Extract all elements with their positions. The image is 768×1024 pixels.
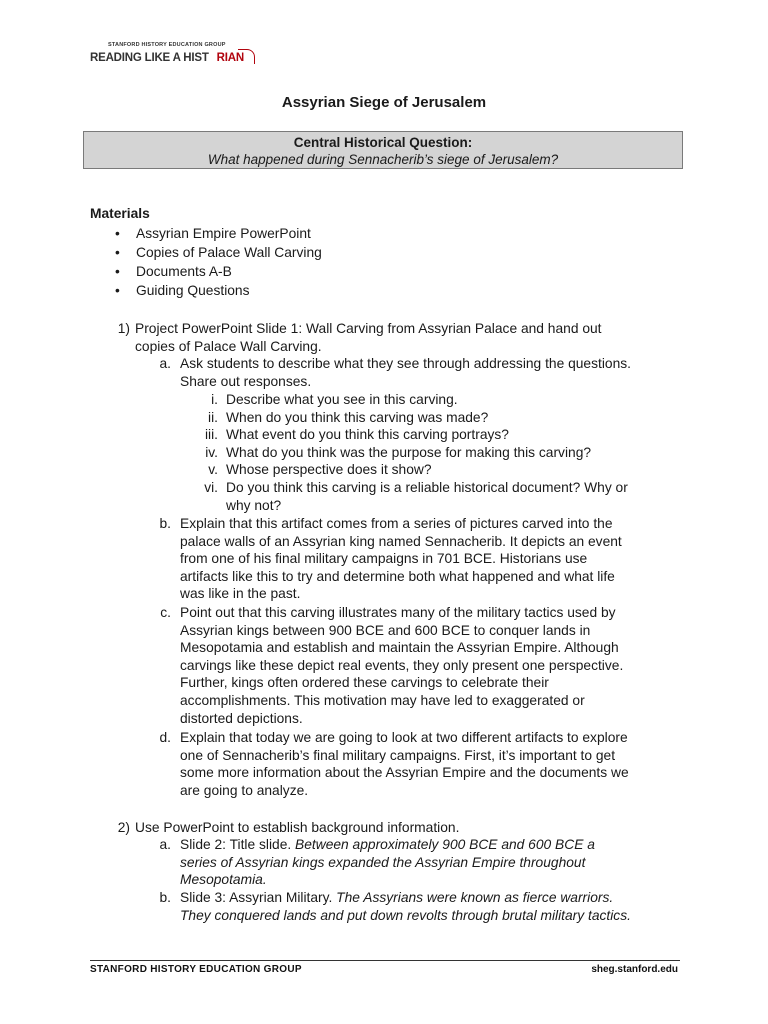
materials-list	[90, 225, 322, 301]
central-question-text: What happened during Sennacherib’s siege of Jerusalem?	[207, 152, 559, 167]
roman-item: What do you think was the purpose for making this carving?	[226, 444, 592, 460]
step-number: 2)	[117, 820, 130, 835]
roman-numeral: i.	[211, 392, 218, 407]
substep-text: Explain that this artifact comes from a series of pictures carved into the palace walls of an Assyrian king named Sennacherib. It depicts an event from one of his final military campaigns in 701 BCE. Historians use artifacts like this to try and determine both what happened and what life was like in the past.	[180, 516, 622, 602]
step-text: Use PowerPoint to establish background information.	[135, 820, 460, 835]
logo-wordmark	[90, 52, 244, 64]
roman-numeral: ii.	[208, 409, 218, 425]
roman-item: Describe what you see in this carving.	[226, 392, 458, 407]
list-item: • Assyrian Empire PowerPoint	[115, 226, 311, 241]
substep-letter: d.	[159, 730, 171, 745]
logo-arc-mark	[238, 49, 255, 64]
roman-numeral: vi.	[204, 480, 218, 495]
roman-numeral: iv.	[205, 444, 218, 460]
roman-numeral: v.	[208, 462, 218, 478]
substep-text: Point out that this carving illustrates many of the military tactics used by Assyrian kings between 900 BCE and 600 BCE to conquer lands in Mesopotamia and establish and maintain the Assyrian Empire. Although carvings like these depict real events, they only present one perspective. Further, kings often ordered these carvings to celebrate their accomplishments. This motivation may have led to exaggerated or distorted depictions.	[180, 605, 624, 726]
logo-wordmark-part2: RIAN	[216, 52, 244, 64]
list-item: • Copies of Palace Wall Carving	[115, 245, 322, 260]
roman-item: Do you think this carving is a reliable historical document? Why or why not?	[226, 480, 628, 513]
step-number: 1)	[117, 321, 130, 336]
substep-letter: b.	[159, 516, 171, 531]
roman-item: Whose perspective does it show?	[226, 462, 432, 478]
substep-letter: b.	[159, 890, 171, 905]
substep-text: Slide 2: Title slide. Between approximately 900 BCE and 600 BCE a series of Assyrian kings expanded the Assyrian Empire throughout Mesopotamia.	[180, 837, 595, 888]
footer-divider	[90, 960, 680, 961]
substep-text: Slide 3: Assyrian Military. The Assyrians were known as fierce warriors. They conquered lands and put down revolts through brutal military tactics.	[180, 890, 631, 923]
list-item: • Documents A-B	[115, 264, 232, 279]
footer-org: STANFORD HISTORY EDUCATION GROUP	[90, 964, 302, 975]
roman-item: What event do you think this carving portrays?	[226, 427, 509, 443]
roman-numeral: iii.	[204, 427, 218, 443]
central-question-box	[83, 131, 683, 169]
step-text: Project PowerPoint Slide 1: Wall Carving from Assyrian Palace and hand out copies of Palace Wall Carving.	[135, 321, 602, 354]
logo-wordmark-part1: READING LIKE A HIST	[90, 52, 209, 64]
substep-letter: c.	[160, 605, 171, 620]
logo-subtitle: STANFORD HISTORY EDUCATION GROUP	[108, 42, 226, 48]
central-question-label: Central Historical Question:	[293, 135, 473, 150]
footer-url: sheg.stanford.edu	[591, 964, 678, 975]
substep-letter: a.	[159, 356, 171, 371]
roman-item: When do you think this carving was made?	[226, 409, 489, 425]
substep-letter: a.	[159, 837, 171, 852]
materials-heading: Materials	[90, 206, 150, 221]
substep-text: Ask students to describe what they see through addressing the questions. Share out responses.	[180, 356, 631, 389]
substep-text: Explain that today we are going to look at two different artifacts to explore one of Sennacherib’s final military campaigns. First, it’s important to get some more information about the Assyrian Empire and the documents we are going to analyze.	[180, 730, 629, 798]
list-item: • Guiding Questions	[115, 283, 250, 298]
document-title: Assyrian Siege of Jerusalem	[281, 94, 487, 111]
